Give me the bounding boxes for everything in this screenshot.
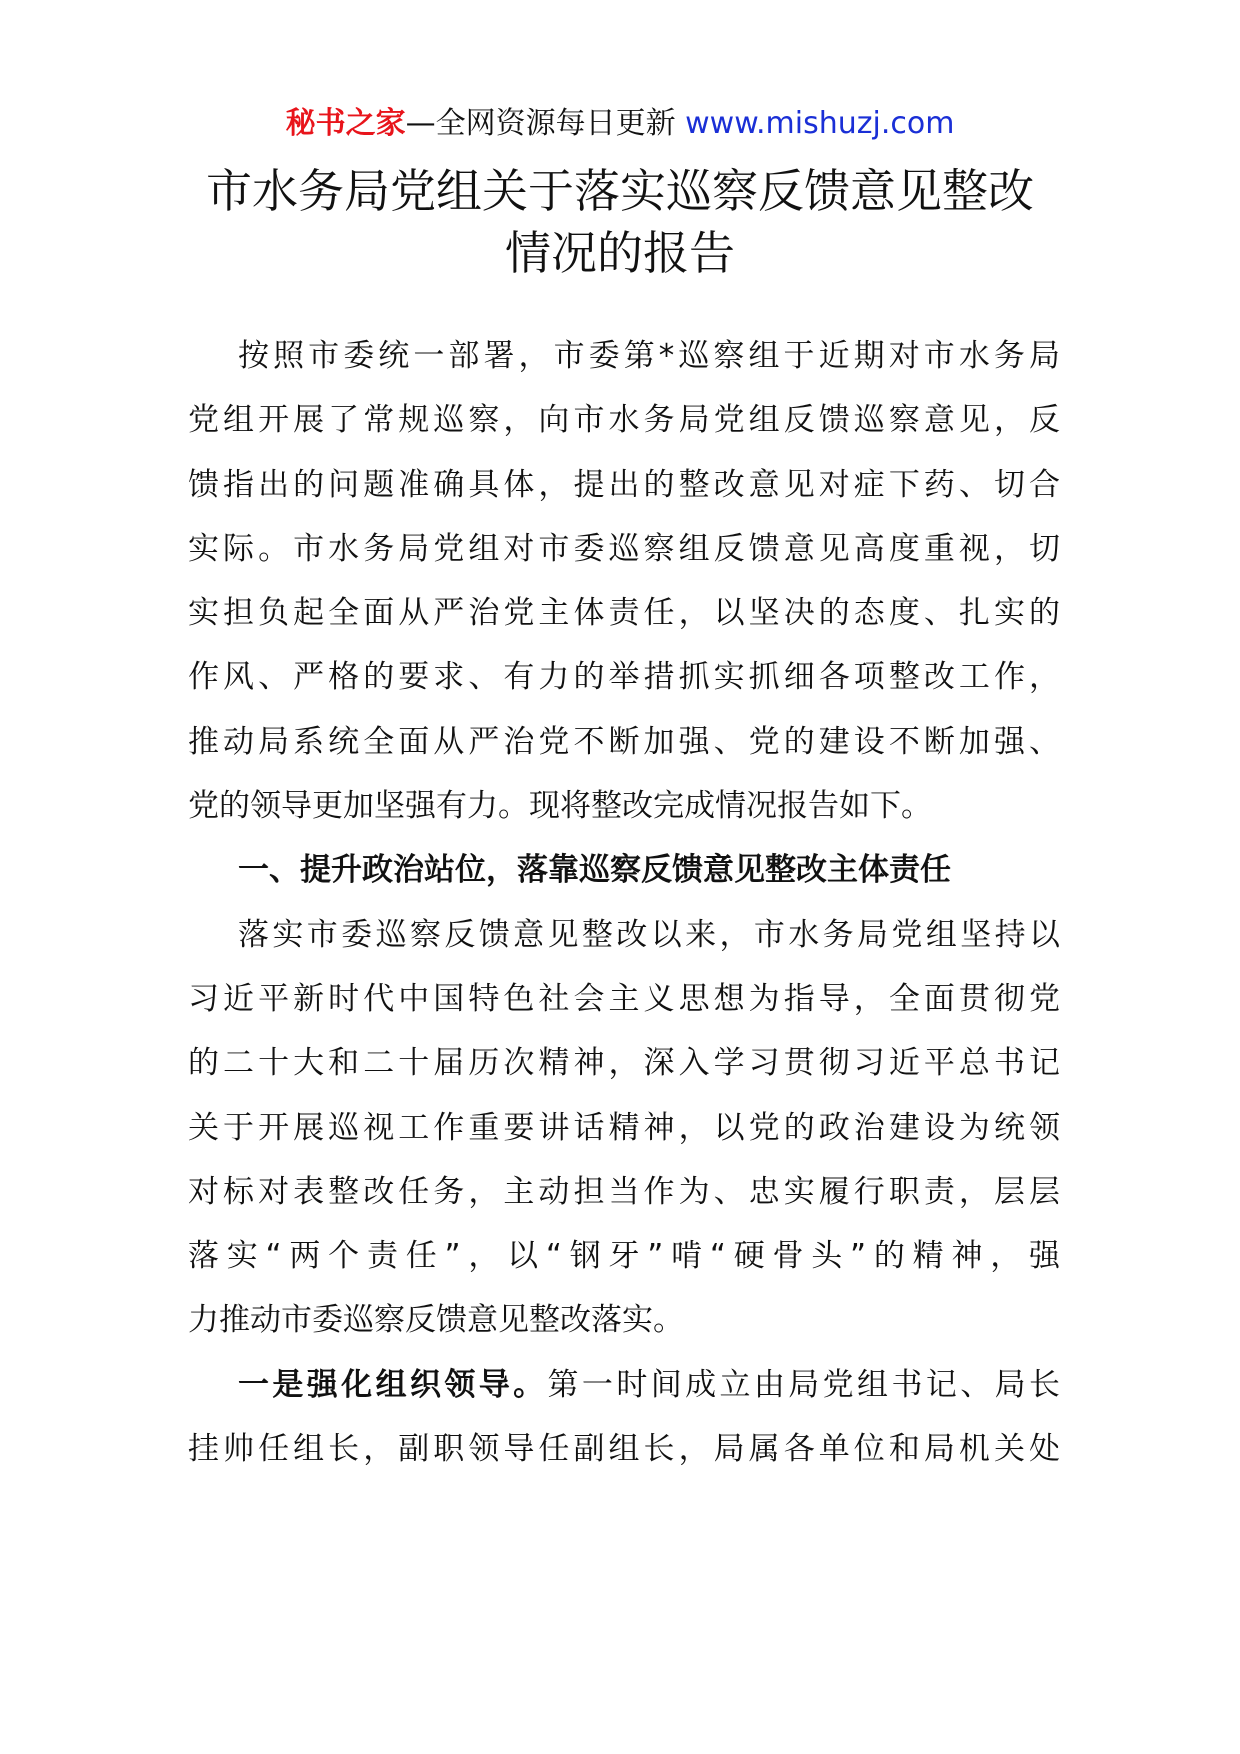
paragraph-line: 党组开展了常规巡察，向市水务局党组反馈巡察意见，反 [188, 402, 1060, 439]
paragraph-line: 实担负起全面从严治党主体责任，以坚决的态度、扎实的 [188, 595, 1060, 632]
paragraph-line: 按照市委统一部署，市委第*巡察组于近期对市水务局 [238, 338, 1060, 374]
document-body [188, 324, 1060, 1481]
paragraph-line: 落实市委巡察反馈意见整改以来，市水务局党组坚持以 [238, 916, 1060, 953]
document-title [150, 160, 1090, 284]
section-heading: 一、提升政治站位，落靠巡察反馈意见整改主体责任 [238, 852, 951, 889]
header-tagline: —全网资源每日更新 [405, 106, 686, 141]
paragraph-line: 推动局系统全面从严治党不断加强、党的建设不断加强、 [188, 723, 1060, 760]
paragraph-line: 馈指出的问题准确具体，提出的整改意见对症下药、切合 [188, 466, 1060, 503]
title-line-2: 情况的报告 [505, 226, 735, 280]
paragraph-line: 关于开展巡视工作重要讲话精神，以党的政治建设为统领 [188, 1109, 1060, 1146]
paragraph-line [188, 1353, 1060, 1417]
lead-rest-text: 第一时间成立由局党组书记、局长 [547, 1366, 1061, 1403]
lead-bold-text: 一是强化组织领导。 [238, 1366, 548, 1403]
paragraph-line: 力推动市委巡察反馈意见整改落实。 [188, 1302, 684, 1339]
brand-name: 秘书之家 [285, 106, 406, 141]
watermark-header [0, 100, 1240, 148]
title-line-1: 市水务局党组关于落实巡察反馈意见整改 [206, 164, 1034, 218]
paragraph-line: 挂帅任组长，副职领导任副组长，局属各单位和局机关处 [188, 1431, 1060, 1468]
paragraph-line: 落实“两个责任”，以“钢牙”啃“硬骨头”的精神，强 [188, 1238, 1060, 1275]
paragraph-line: 对标对表整改任务，主动担当作为、忠实履行职责，层层 [188, 1173, 1060, 1210]
paragraph-line: 的二十大和二十届历次精神，深入学习贯彻习近平总书记 [188, 1045, 1060, 1082]
paragraph-line: 党的领导更加坚强有力。现将整改完成情况报告如下。 [188, 788, 932, 825]
paragraph-line: 作风、严格的要求、有力的举措抓实抓细各项整改工作， [188, 659, 1060, 696]
site-url-link[interactable]: www.mishuzj.com [685, 106, 955, 141]
paragraph-line: 实际。市水务局党组对市委巡察组反馈意见高度重视，切 [188, 530, 1060, 567]
paragraph-line: 习近平新时代中国特色社会主义思想为指导，全面贯彻党 [188, 980, 1060, 1017]
